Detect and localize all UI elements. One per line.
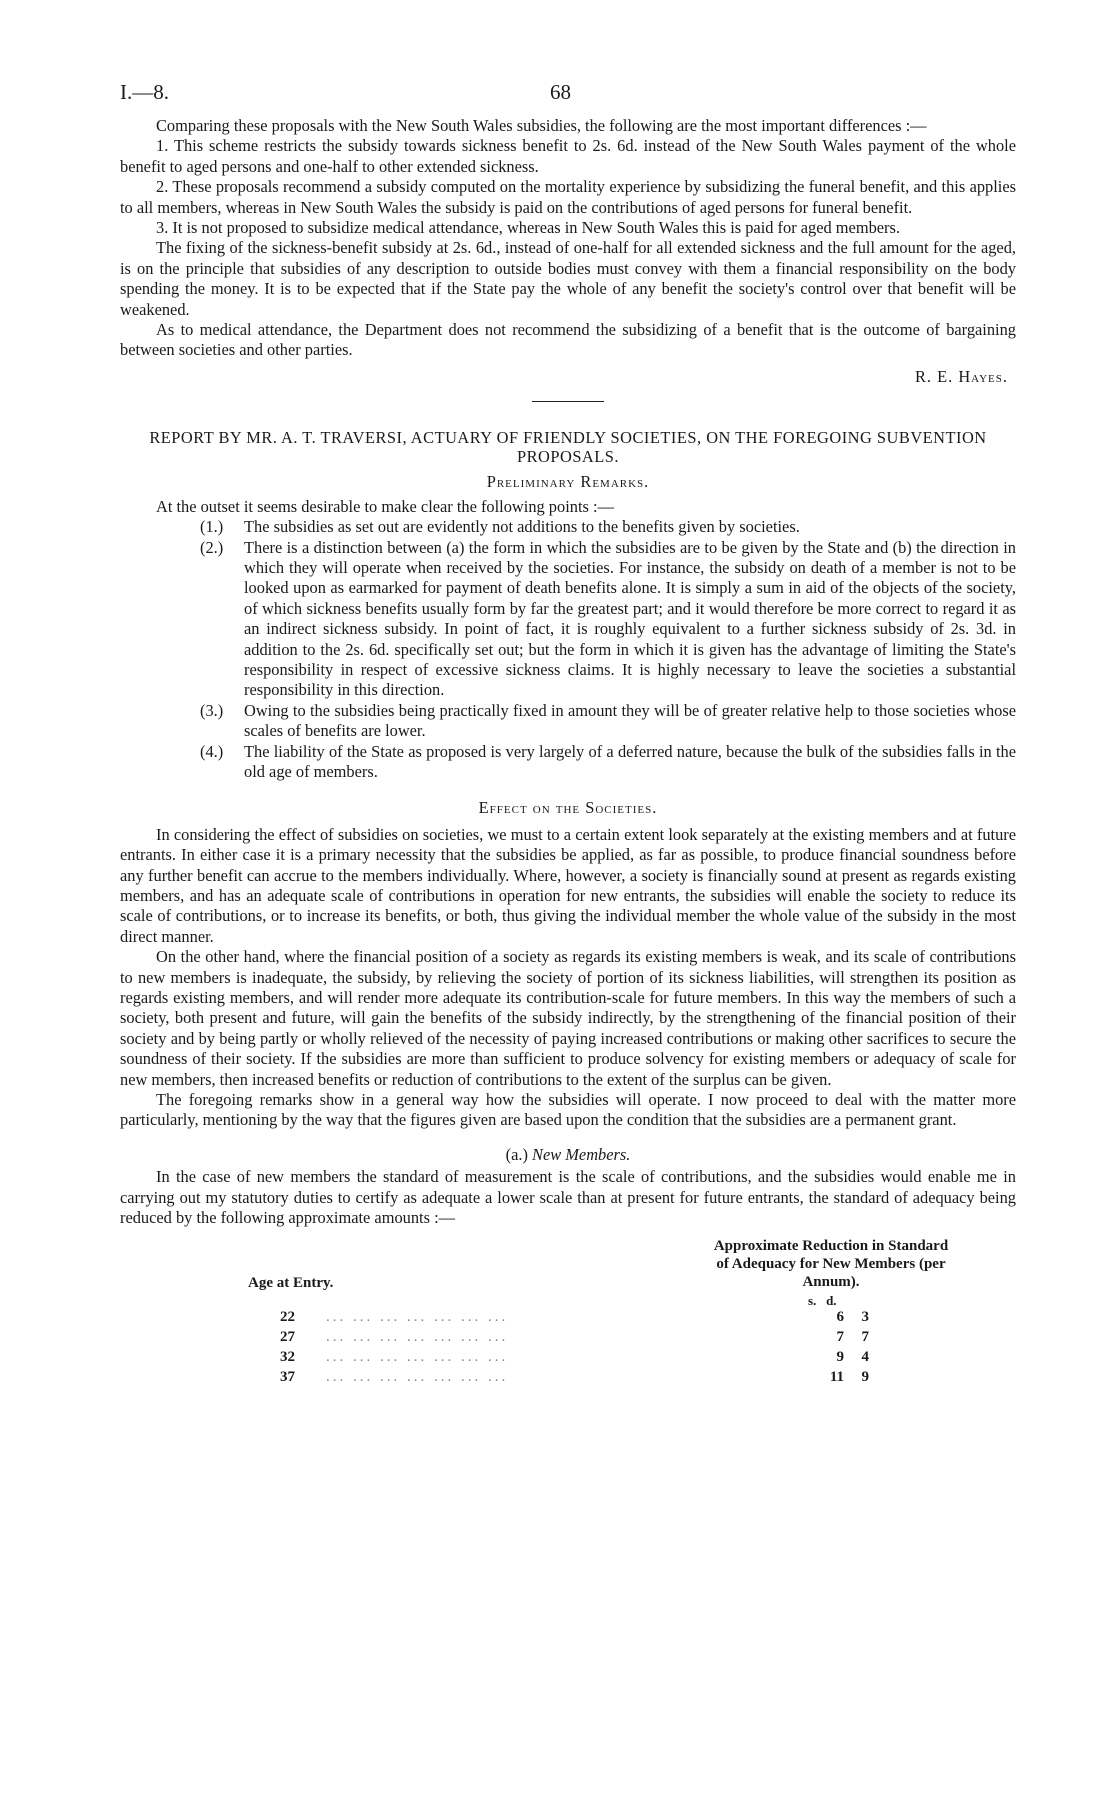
age-cell: 32 [280, 1348, 295, 1365]
age-cell: 37 [280, 1368, 295, 1385]
table-row [280, 1347, 869, 1367]
difference-2: 2. These proposals recommend a subsidy computed on the mortality experience by subsidizing the funeral benefit, and this applies to all members, whereas in New South Wales the subsidy is paid on the contributions of aged persons for funeral benefit. [120, 177, 1016, 217]
age-cell: 27 [280, 1328, 295, 1345]
report-title: REPORT BY MR. A. T. TRAVERSI, ACTUARY OF FRIENDLY SOCIETIES, ON THE FOREGOING SUBVENTION PROPOSALS. [149, 428, 987, 467]
outset-paragraph: At the outset it seems desirable to make clear the following points :— [156, 496, 614, 516]
reduction-column-header: Approximate Reduction in Standard of Adequacy for New Members (per Annum). [713, 1237, 949, 1290]
leader-dots: ... ... ... ... ... ... ... [326, 1308, 509, 1325]
reduction-table [120, 1237, 1016, 1385]
point-text: There is a distinction between (a) the form in which the subsidies are to be given by the State and (b) the direction in which they will operate when received by the societies. For instance, the subsidy on death of a member is not to be looked upon as earmarked for payment of death benefits alone. It is simply a sum in aid of the objects of the society, of which sickness benefits usually form by far the greatest part; and it would therefore be more correct to regard it as an indirect sickness subsidy. In point of fact, it is roughly equivalent to a further sickness subsidy of 2s. 3d. in addition to the 2s. 6d. specifically set out; but the form in which it is given has the advantage of limiting the State's responsibility in respect of excessive sickness claims. It is highly necessary to leave the societies a substantial responsibility in this direction. [244, 537, 1016, 700]
leader-dots: ... ... ... ... ... ... ... [326, 1368, 509, 1385]
point-number: (4.) [200, 741, 224, 761]
difference-3: 3. It is not proposed to subsidize medical attendance, whereas in New South Wales this is paid for aged members. [156, 218, 900, 238]
preliminary-remarks-heading: Preliminary Remarks. [486, 472, 650, 492]
page-header [120, 82, 1016, 116]
new-members-heading [120, 1145, 1016, 1165]
point-number: (2.) [200, 537, 224, 557]
list-item [120, 517, 1016, 537]
table-row [280, 1327, 869, 1347]
pence-cell: 4 [861, 1348, 869, 1365]
list-item [120, 538, 1016, 701]
list-item [120, 742, 1016, 783]
point-text: The liability of the State as proposed is very largely of a deferred nature, because the bulk of the subsidies falls in the old age of members. [244, 741, 1016, 781]
document-reference: I.—8. [120, 80, 169, 104]
pence-cell: 7 [861, 1328, 869, 1345]
age-column-header: Age at Entry. [248, 1274, 334, 1291]
table-row [280, 1367, 869, 1387]
point-text: Owing to the subsidies being practically fixed in amount they will be of greater relative help to those societies whose scales of benefits are lower. [244, 700, 1016, 741]
shillings-cell: 9 [836, 1348, 844, 1365]
points-list [120, 517, 1016, 782]
effect-paragraph-1: In considering the effect of subsidies on societies, we must to a certain extent look separately at the existing members and at future entrants. In either case it is a primary necessity that the subsidies be applied, as far as possible, to produce financial soundness before any further benefit can accrue to the members individually. Where, however, a society is financially sound at present as regards existing members, and has an adequate scale of contributions in operation for new entrants, the subsidies will enable the society to reduce its scale of contributions, or to increase its benefits, or both, thus giving the individual member the whole value of the subsidy in the most direct manner. [120, 824, 1016, 946]
shillings-cell: 6 [836, 1308, 844, 1325]
point-number: (1.) [200, 517, 224, 537]
leader-dots: ... ... ... ... ... ... ... [326, 1348, 509, 1365]
table-row [280, 1307, 869, 1327]
pence-cell: 3 [861, 1308, 869, 1325]
new-members-label: (a.) [505, 1144, 528, 1164]
medical-attendance-paragraph: As to medical attendance, the Department does not recommend the subsidizing of a benefit that is the outcome of bargaining between societies and other parties. [120, 320, 1016, 360]
shillings-cell: 11 [829, 1368, 844, 1385]
units-header: s. d. [808, 1292, 837, 1308]
point-number: (3.) [200, 700, 224, 720]
section-divider [532, 401, 604, 402]
effect-paragraph-3: The foregoing remarks show in a general way how the subsidies will operate. I now proceed to deal with the matter more particularly, mentioning by the way that the figures given are based upon the condition that the subsidies are a permanent grant. [120, 1090, 1016, 1130]
signature-surname: Hayes. [958, 366, 1008, 386]
sickness-subsidy-paragraph: The fixing of the sickness-benefit subsidy at 2s. 6d., instead of one-half for all extended sickness and the full amount for the aged, is on the principle that subsidies of any description to outside bodies must convey with them a financial responsibility on the body spending the money. It is to be expected that if the State pay the whole of any benefit the society's control over that benefit will be weakened. [120, 238, 1016, 319]
pence-cell: 9 [861, 1368, 869, 1385]
leader-dots: ... ... ... ... ... ... ... [326, 1328, 509, 1345]
effect-paragraph-2: On the other hand, where the financial position of a society as regards its existing members is weak, and its scale of contributions to new members is inadequate, the subsidy, by relieving the society of portion of its sickness liabilities, will strengthen its position as regards existing members, and will render more adequate its contribution-scale for future members. In this way the members of such a society, both present and future, will gain the benefits of the subsidy indirectly, by the strengthening of the financial position of their society and by being partly or wholly relieved of the necessity of paying increased contributions or making other sacrifices to secure the soundness of their society. If the subsidies are more than sufficient to produce solvency for existing members or adequacy of scale for new members, then increased benefits or reduction of contributions to the extent of the surplus can be given. [120, 947, 1016, 1089]
effect-heading: Effect on the Societies. [478, 798, 658, 818]
age-cell: 22 [280, 1308, 295, 1325]
difference-1: 1. This scheme restricts the subsidy towards sickness benefit to 2s. 6d. instead of the New South Wales payment of the whole benefit to aged persons and one-half to other extended sickness. [120, 136, 1016, 176]
new-members-paragraph: In the case of new members the standard of measurement is the scale of contributions, and the subsidies would enable me in carrying out my statutory duties to certify as adequate a lower scale than at present for future entrants, the standard of adequacy being reduced by the following approximate amounts :— [120, 1167, 1016, 1228]
intro-paragraph: Comparing these proposals with the New South Wales subsidies, the following are the most important differences :— [156, 116, 927, 135]
signature-initials: R. E. [914, 366, 954, 386]
page-number: 68 [550, 80, 571, 104]
point-text: The subsidies as set out are evidently not additions to the benefits given by societies. [244, 517, 800, 537]
new-members-title: New Members. [532, 1144, 631, 1164]
shillings-cell: 7 [836, 1328, 844, 1345]
list-item [120, 701, 1016, 742]
signature [120, 367, 1016, 387]
